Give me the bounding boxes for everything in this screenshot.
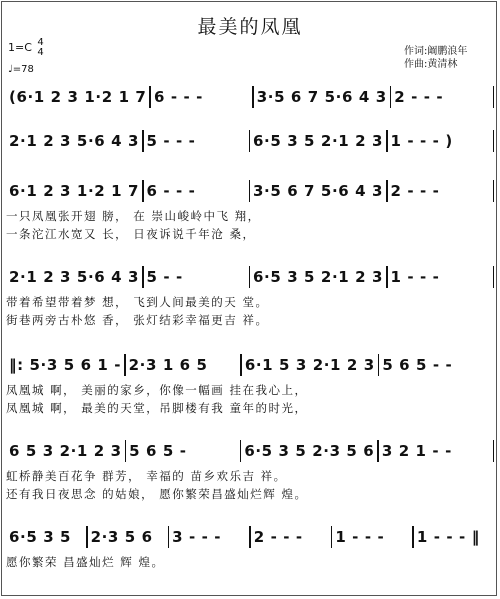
measure: 6·1 2 3 1·2 1 7 xyxy=(9,182,140,200)
measure: 1 - - - ‖ xyxy=(416,528,480,546)
notation-line xyxy=(6,84,494,110)
lyric-line: 街巷两旁古朴悠 香， 张灯结彩幸福更吉 祥。 xyxy=(6,313,269,327)
notation-line xyxy=(6,178,494,204)
measure: 6·5 3 5 xyxy=(9,528,72,546)
notation-line xyxy=(6,352,494,378)
composer-credit: 作曲:黄清林 xyxy=(404,59,458,70)
measure: 5 6 5 - - xyxy=(382,356,453,374)
measure: 3·5 6 7 5·6 4 3 xyxy=(256,88,387,106)
lyric-line: 一只凤凰张开翅 膀， 在 崇山峻岭中飞 翔， xyxy=(6,209,261,223)
time-unit: 4 xyxy=(37,47,44,58)
measure: 6·5 3 5 2·1 2 3 xyxy=(253,132,384,150)
measure: 3 - - - xyxy=(172,528,222,546)
measure: 1 - - - xyxy=(390,268,440,286)
measure: 2·1 2 3 5·6 4 3 xyxy=(9,268,140,286)
lyric-line: 还有我日夜思念 的姑娘， 愿你繁荣昌盛灿烂辉 煌。 xyxy=(6,487,308,501)
measure: 6 - - - xyxy=(153,88,203,106)
notation-line xyxy=(6,128,494,154)
measure: 5 - - xyxy=(146,268,183,286)
measure: 2·1 2 3 5·6 4 3 xyxy=(9,132,140,150)
lyricist-credit: 作词:阚鹏浪年 xyxy=(404,46,468,57)
tempo-marking: ♩=78 xyxy=(8,64,34,75)
measure: 2 - - - xyxy=(390,182,440,200)
measure: 6·1 5 3 2·1 2 3 xyxy=(244,356,375,374)
lyric-line: 虹桥静美百花争 群芳， 幸福的 苗乡欢乐吉 祥。 xyxy=(6,469,287,483)
song-title: 最美的凤凰 xyxy=(197,16,303,38)
measure: 3·5 6 7 5·6 4 3 xyxy=(253,182,384,200)
measure: 2·3 1 6 5 xyxy=(128,356,208,374)
measure: 2 - - - xyxy=(253,528,303,546)
barline xyxy=(493,440,495,462)
barline xyxy=(493,266,495,288)
measure: ‖: 5·3 5 6 1 - xyxy=(9,356,122,374)
lyric-line: 愿你繁荣 昌盛灿烂 辉 煌。 xyxy=(6,555,165,569)
measure: (6·1 2 3 1·2 1 7 xyxy=(9,88,147,106)
measure: 2 - - - xyxy=(394,88,444,106)
measure: 5 - - - xyxy=(146,132,196,150)
notation-line xyxy=(6,264,494,290)
lyric-line: 凤凰城 啊， 最美的天堂，吊脚楼有我 童年的时光， xyxy=(6,401,308,415)
key-label: 1=C xyxy=(8,41,32,54)
lyric-line: 一条沱江水宽又 长， 日夜诉说千年沧 桑， xyxy=(6,227,256,241)
lyric-line: 带着希望带着梦 想， 飞到人间最美的天 堂。 xyxy=(6,295,269,309)
measure: 2·3 5 6 xyxy=(90,528,153,546)
notation-line xyxy=(6,524,494,550)
time-signature xyxy=(37,38,43,58)
measure: 5 6 5 - xyxy=(129,442,187,460)
lyric-line: 凤凰城 啊， 美丽的家乡，你像一幅画 挂在我心上， xyxy=(6,383,308,397)
measure: 1 - - - ) xyxy=(390,132,453,150)
notation-line xyxy=(6,438,494,464)
measure: 6·5 3 5 2·1 2 3 xyxy=(253,268,384,286)
barline xyxy=(493,180,495,202)
measure: 1 - - - xyxy=(335,528,385,546)
time-beats: 4 xyxy=(37,37,44,48)
measure: 6 5 3 2·1 2 3 xyxy=(9,442,122,460)
measure: 6·5 3 5 2·3 5 6 xyxy=(244,442,375,460)
barline xyxy=(493,86,495,108)
measure: 6 - - - xyxy=(146,182,196,200)
key-signature xyxy=(8,38,44,58)
measure: 3 2 1 - - xyxy=(381,442,452,460)
barline xyxy=(493,130,495,152)
